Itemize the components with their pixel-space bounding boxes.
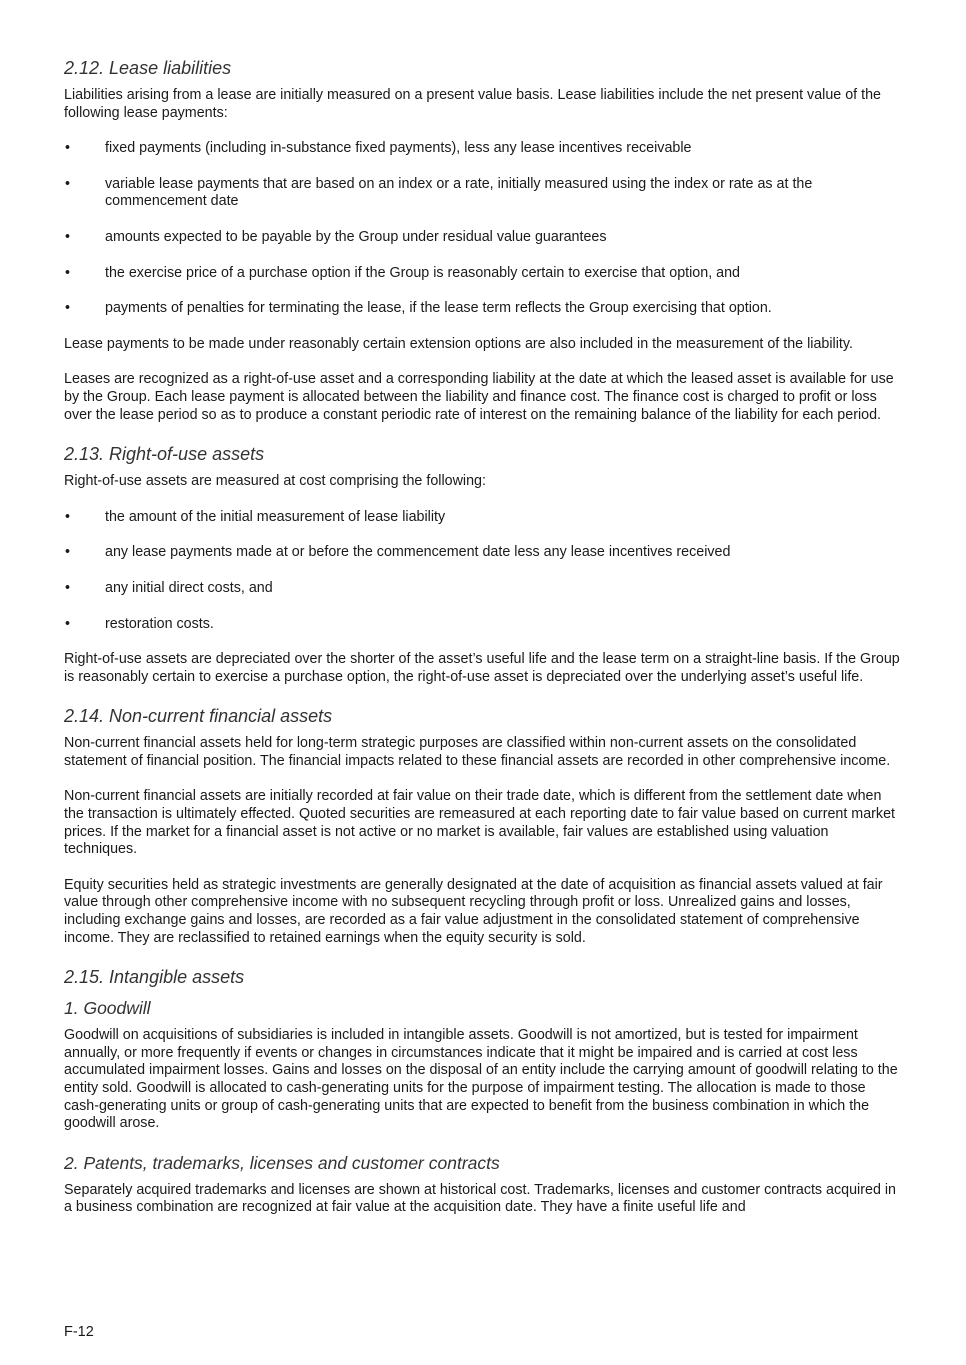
bullet-icon: • — [65, 615, 71, 632]
bullet-icon: • — [65, 175, 71, 192]
paragraph: Equity securities held as strategic investments are generally designated at the date of acquisition as financial assets valued at fair value through other comprehensive income with no subsequent recycling through profit or loss. Unrealized gains and losses, including exchange gains and losses, are recorded as a fair value adjustment in the consolidated statement of comprehensive income. They are reclassified to retained earnings when the equity security is sold. — [64, 876, 883, 946]
section-2-15 — [64, 965, 904, 1217]
bullet-icon: • — [65, 544, 71, 561]
list-item: • any lease payments made at or before the commencement date less any lease incentives received — [65, 544, 731, 561]
section-heading: 2.14. Non-current financial assets — [64, 706, 333, 727]
paragraph: Lease payments to be made under reasonably certain extension options are also included in the measurement of the liability. — [64, 335, 853, 352]
bullet-list — [64, 509, 904, 633]
list-item: • any initial direct costs, and — [65, 579, 273, 596]
bullet-icon: • — [65, 228, 71, 245]
paragraph: Right-of-use assets are depreciated over the shorter of the asset’s useful life and the lease term on a straight-line basis. If the Group is reasonably certain to exercise a purchase option, the right-of-use asset is depreciated over the underlying asset’s useful life. — [64, 651, 900, 685]
bullet-list — [64, 140, 904, 318]
list-item: • payments of penalties for terminating the lease, if the lease term reflects the Group exercising that option. — [65, 300, 772, 317]
list-item: • the exercise price of a purchase option if the Group is reasonably certain to exercise that option, and — [65, 264, 740, 281]
paragraph: Non-current financial assets are initially recorded at fair value on their trade date, which is different from the settlement date when the transaction is ultimately effected. Quoted securities are remeasured at each reporting date to fair value based on current market prices. If the market for a financial asset is not active or no market is available, fair values are established using valuation techniques. — [64, 788, 895, 858]
list-item: • variable lease payments that are based on an index or a rate, initially measured using the index or rate as at the commencement date — [65, 175, 813, 210]
paragraph: Non-current financial assets held for long-term strategic purposes are classified within non-current assets on the consolidated statement of financial position. The financial impacts related to these financial assets are recorded in other comprehensive income. — [64, 735, 891, 769]
subsection-heading: 1. Goodwill — [64, 998, 151, 1019]
list-item: • fixed payments (including in-substance fixed payments), less any lease incentives receivable — [65, 140, 692, 157]
list-item: • the amount of the initial measurement of lease liability — [65, 508, 446, 525]
bullet-icon: • — [65, 264, 71, 281]
bullet-icon: • — [65, 140, 71, 157]
paragraph: Right-of-use assets are measured at cost comprising the following: — [64, 473, 486, 490]
page-number: F-12 — [64, 1324, 94, 1340]
paragraph: Separately acquired trademarks and licenses are shown at historical cost. Trademarks, licenses and customer contracts acquired in a business combination are recognized at fair value at the acquisition date. They have a finite useful life and — [64, 1181, 896, 1216]
section-heading: 2.13. Right-of-use assets — [64, 444, 265, 465]
section-2-13 — [64, 442, 904, 686]
paragraph: Leases are recognized as a right-of-use asset and a corresponding liability at the date at which the leased asset is available for use by the Group. Each lease payment is allocated between the liability and finance cost. The finance cost is charged to profit or loss over the lease period so as to produce a constant periodic rate of interest on the remaining balance of the liability for each period. — [64, 371, 894, 423]
bullet-icon: • — [65, 579, 71, 596]
section-2-14 — [64, 704, 904, 947]
paragraph: Liabilities arising from a lease are initially measured on a present value basis. Lease liabilities include the net present value of the following lease payments: — [64, 87, 881, 121]
section-2-12 — [64, 56, 904, 424]
section-heading: 2.15. Intangible assets — [64, 967, 245, 988]
list-item: • restoration costs. — [65, 615, 214, 632]
paragraph: Goodwill on acquisitions of subsidiaries is included in intangible assets. Goodwill is not amortized, but is tested for impairment annually, or more frequently if events or changes in circumstances indicate that it might be impaired and is carried at cost less accumulated impairment losses. Gains and losses on the disposal of an entity include the carrying amount of goodwill relating to the entity sold. Goodwill is allocated to cash-generating units for the purpose of impairment testing. The allocation is made to those cash-generating units or group of cash-generating units that are expected to benefit from the business combination in which the goodwill arose. — [64, 1027, 898, 1132]
document-page — [64, 56, 904, 1235]
subsection-heading: 2. Patents, trademarks, licenses and customer contracts — [64, 1152, 500, 1173]
list-item: • amounts expected to be payable by the Group under residual value guarantees — [65, 228, 607, 245]
section-heading: 2.12. Lease liabilities — [64, 58, 232, 78]
bullet-icon: • — [65, 300, 71, 317]
bullet-icon: • — [65, 508, 71, 525]
